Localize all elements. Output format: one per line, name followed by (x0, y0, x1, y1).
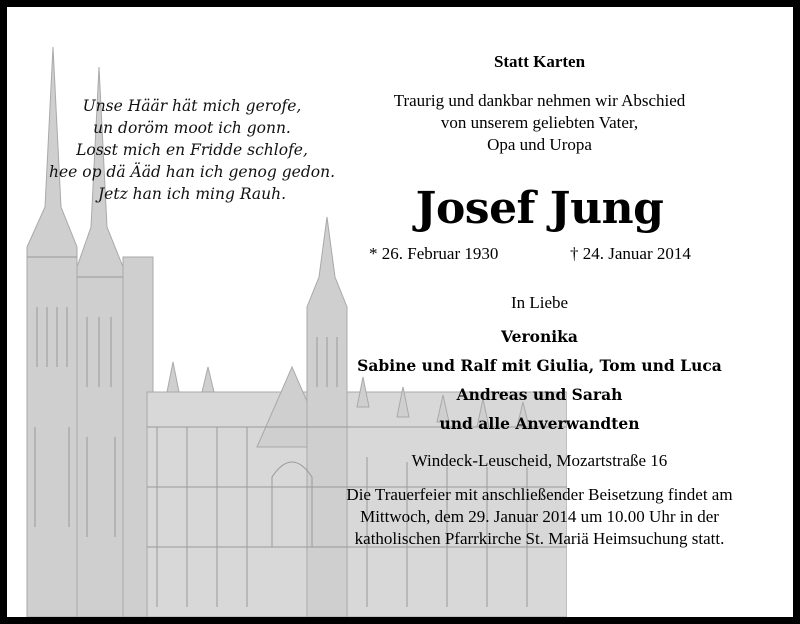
intro-line: Opa und Uropa (487, 135, 592, 154)
deceased-name: Josef Jung (415, 183, 664, 234)
death-date: † 24. Januar 2014 (570, 244, 691, 263)
intro-text (307, 90, 772, 156)
intro-line: Traurig und dankbar nehmen wir Abschied (393, 91, 686, 110)
service-line: Die Trauerfeier mit anschließender Beisetzung findet am (346, 485, 733, 504)
poem-line: Unse Häär hät mich gerofe, (82, 97, 302, 115)
family-member: Veronika (501, 327, 578, 346)
poem-line: un doröm moot ich gonn. (93, 119, 291, 137)
service-line: katholischen Pfarrkirche St. Mariä Heimsuchung statt. (354, 529, 725, 548)
in-liebe: In Liebe (510, 293, 569, 312)
poem-line: Jetz han ich ming Rauh. (97, 185, 287, 203)
life-dates (307, 242, 772, 266)
family-list (307, 322, 772, 438)
family-member: Sabine und Ralf mit Giulia, Tom und Luca (357, 356, 722, 375)
poem (37, 95, 347, 205)
address: Windeck-Leuscheid, Mozartstraße 16 (411, 451, 668, 470)
birth-date: * 26. Februar 1930 (369, 244, 499, 263)
poem-line: Losst mich en Fridde schlofe, (76, 141, 308, 159)
statt-karten: Statt Karten (493, 52, 586, 71)
intro-line: von unserem geliebten Vater, (440, 113, 639, 132)
service-info (307, 484, 772, 550)
service-line: Mittwoch, dem 29. Januar 2014 um 10.00 Uhr in der (360, 507, 719, 526)
family-member: Andreas und Sarah (456, 385, 623, 404)
poem-line: hee op dä Ääd han ich genog gedon. (48, 163, 335, 181)
notice-text (307, 51, 772, 550)
family-member: und alle Anverwandten (439, 414, 640, 433)
